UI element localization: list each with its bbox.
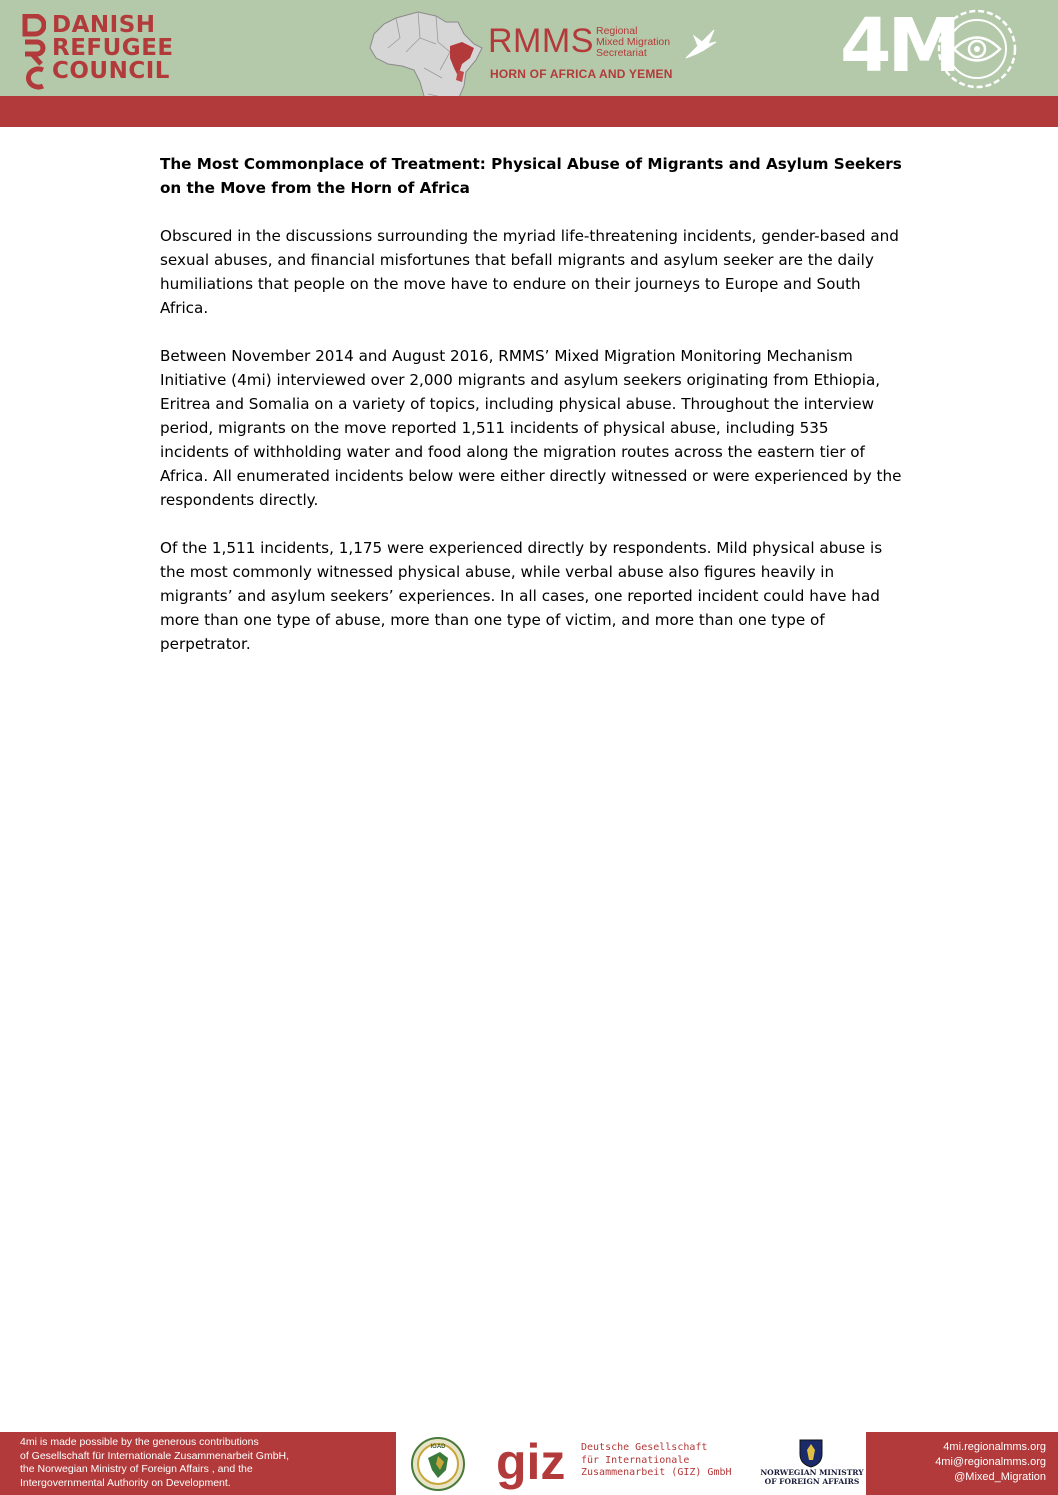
initiative-label: Mixed Migration Monitoring Mechanism Initiative bbox=[696, 197, 1038, 214]
credit-line-3: the Norwegian Ministry of Foreign Affairs , and the bbox=[20, 1463, 253, 1475]
footer bbox=[0, 1432, 1058, 1495]
norway-ministry-name bbox=[760, 1468, 864, 1486]
footer-contact bbox=[935, 1440, 1046, 1485]
norway-line-1: NORWEGIAN MINISTRY bbox=[760, 1468, 864, 1477]
footer-credits bbox=[20, 1436, 390, 1490]
eye-emblem-icon bbox=[934, 6, 1020, 92]
drc-mark-icon bbox=[22, 14, 46, 90]
giz-line-2: für Internationale bbox=[581, 1454, 690, 1466]
document-body bbox=[160, 152, 902, 680]
publication-label: 4mi Focus: Physical Abuse (August 2016) bbox=[44, 199, 334, 215]
norway-crest-icon bbox=[798, 1438, 824, 1468]
contact-website[interactable]: 4mi.regionalmms.org bbox=[943, 1441, 1046, 1453]
rmms-subtitle bbox=[596, 26, 670, 59]
paragraph-1: Obscured in the discussions surrounding the myriad life-threatening incidents, gender-based and sexual abuses, and financial misfortunes that befall migrants and asylum seeker are the daily humiliations that people on the move have to endure on their journeys to Europe and South Africa. bbox=[160, 227, 899, 317]
paragraph-3: Of the 1,511 incidents, 1,175 were experienced directly by respondents. Mild physical abuse is the most commonly witnessed physical abuse, while verbal abuse also figures heavily in migrants’ and asylum seekers’ experiences. In all cases, one reported incident could have had more than one type of abuse, more than one type of victim, and more than one type of perpetrator. bbox=[160, 539, 883, 653]
rmms-sub-line-3: Secretariat bbox=[596, 47, 647, 59]
header-band bbox=[0, 0, 1058, 96]
rmms-sub-line-1: Regional bbox=[596, 25, 638, 37]
contact-email[interactable]: 4mi@regionalmms.org bbox=[935, 1456, 1046, 1468]
drc-line-1: DANISH bbox=[52, 12, 156, 38]
credit-line-1: 4mi is made possible by the generous contributions bbox=[20, 1436, 259, 1448]
giz-line-3: Zusammenarbeit (GIZ) GmbH bbox=[581, 1467, 732, 1478]
rmms-sub-line-2: Mixed Migration bbox=[596, 36, 671, 48]
paragraph-2: Between November 2014 and August 2016, RMMS’ Mixed Migration Monitoring Mechanism Initiative (4mi) interviewed over 2,000 migrants and asylum seekers originating from Ethiopia, Eritrea and Somalia on a variety of topics, including physical abuse. Throughout the interview period, migrants on the move reported 1,511 incidents of physical abuse, including 535 incidents of withholding water and food along the migration routes across the eastern tier of Africa. All enumerated incidents below were either directly witnessed or were experienced by the respondents directly. bbox=[160, 347, 902, 509]
norway-line-2: OF FOREIGN AFFAIRS bbox=[764, 1477, 860, 1486]
bird-icon bbox=[684, 28, 718, 60]
credit-line-2: of Gesellschaft für Internationale Zusammenarbeit GmbH, bbox=[20, 1449, 290, 1462]
drc-line-3: COUNCIL bbox=[52, 58, 170, 84]
credit-line-4: Intergovernmental Authority on Development. bbox=[20, 1476, 231, 1489]
drc-wordmark bbox=[52, 14, 174, 83]
igad-logo-icon bbox=[410, 1436, 466, 1492]
rmms-region: HORN OF AFRICA AND YEMEN bbox=[490, 67, 673, 81]
footer-contact-panel bbox=[866, 1432, 1058, 1495]
contact-twitter[interactable]: @Mixed_Migration bbox=[954, 1471, 1046, 1483]
document-title: The Most Commonplace of Treatment: Physical Abuse of Migrants and Asylum Seekers on the Move from the Horn of Africa bbox=[160, 155, 902, 197]
footer-credits-panel bbox=[0, 1432, 396, 1495]
giz-name bbox=[581, 1442, 732, 1480]
giz-line-1: Deutsche Gesellschaft bbox=[581, 1442, 708, 1453]
giz-mark: giz bbox=[496, 1434, 566, 1490]
drc-line-2: REFUGEE bbox=[52, 35, 174, 61]
footer-sponsors-panel bbox=[396, 1432, 866, 1495]
fourm-logo: 4M bbox=[840, 3, 958, 89]
igad-label: IGAD bbox=[430, 1444, 446, 1450]
drc-logo bbox=[22, 14, 182, 94]
rmms-title: RMMS bbox=[488, 22, 594, 60]
